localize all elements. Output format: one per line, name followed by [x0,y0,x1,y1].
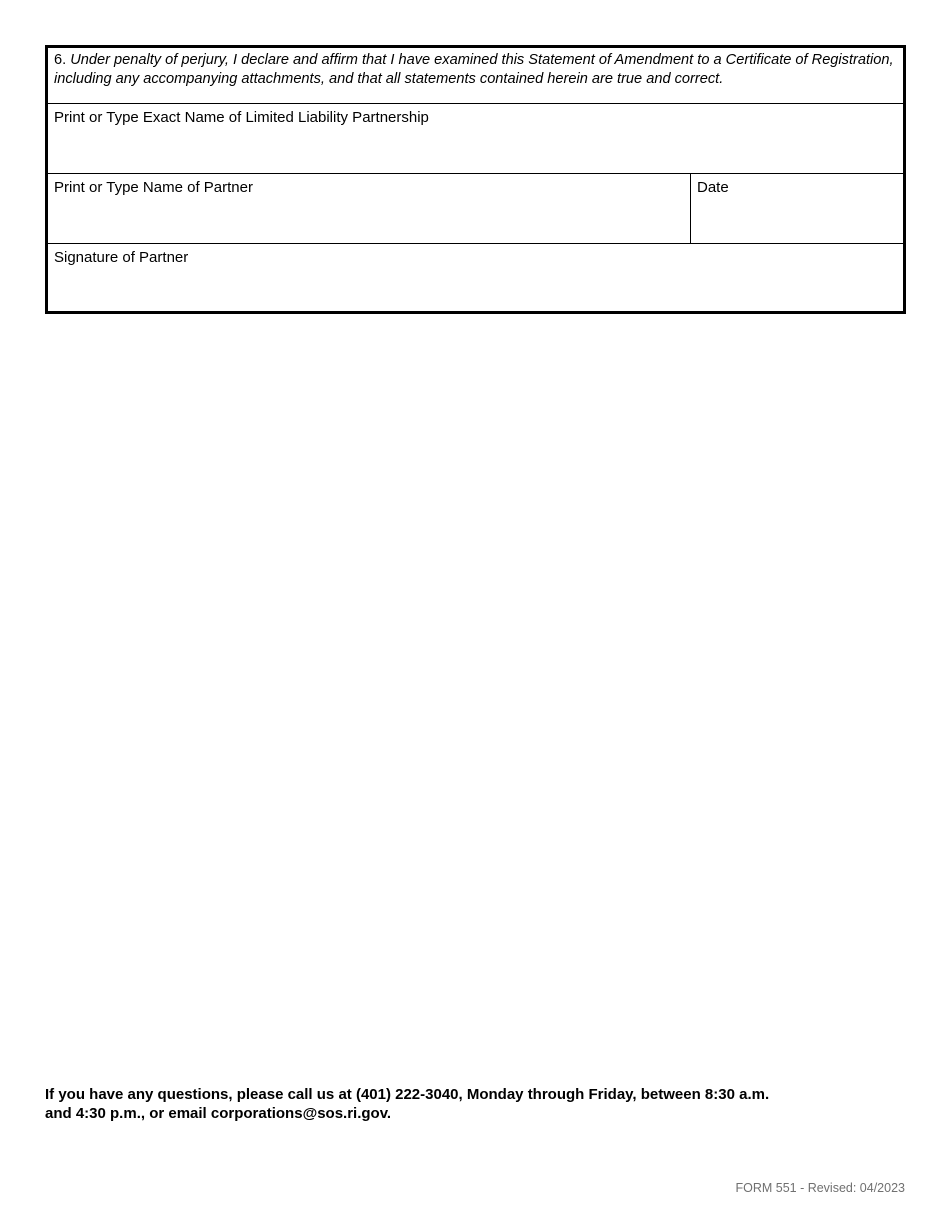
contact-info [45,1085,845,1123]
partner-name-field[interactable] [48,174,691,243]
date-label: Date [697,179,729,196]
date-field[interactable] [691,174,903,243]
llp-name-field[interactable] [48,104,903,173]
signature-row [48,244,903,311]
contact-line-1: If you have any questions, please call us at (401) 222-3040, Monday through Friday, between 8:30 a.m. [45,1086,770,1103]
partner-row [48,174,903,244]
contact-line-2: and 4:30 p.m., or email corporations@sos.ri.gov. [45,1105,392,1122]
signature-section-table [45,45,906,314]
declaration-statement: Under penalty of perjury, I declare and affirm that I have examined this Statement of Amendment to a Certificate of Registration, including any accompanying attachments, and that all statements contained herein are true and correct. [54,52,894,87]
llp-name-label: Print or Type Exact Name of Limited Liability Partnership [54,109,429,126]
llp-name-row [48,104,903,174]
partner-name-label: Print or Type Name of Partner [54,179,253,196]
declaration-number: 6. [54,52,67,68]
form-revision-label: FORM 551 - Revised: 04/2023 [735,1181,905,1195]
declaration-cell [48,48,903,103]
signature-field[interactable] [48,244,903,311]
declaration-row [48,48,903,104]
signature-label: Signature of Partner [54,249,189,266]
